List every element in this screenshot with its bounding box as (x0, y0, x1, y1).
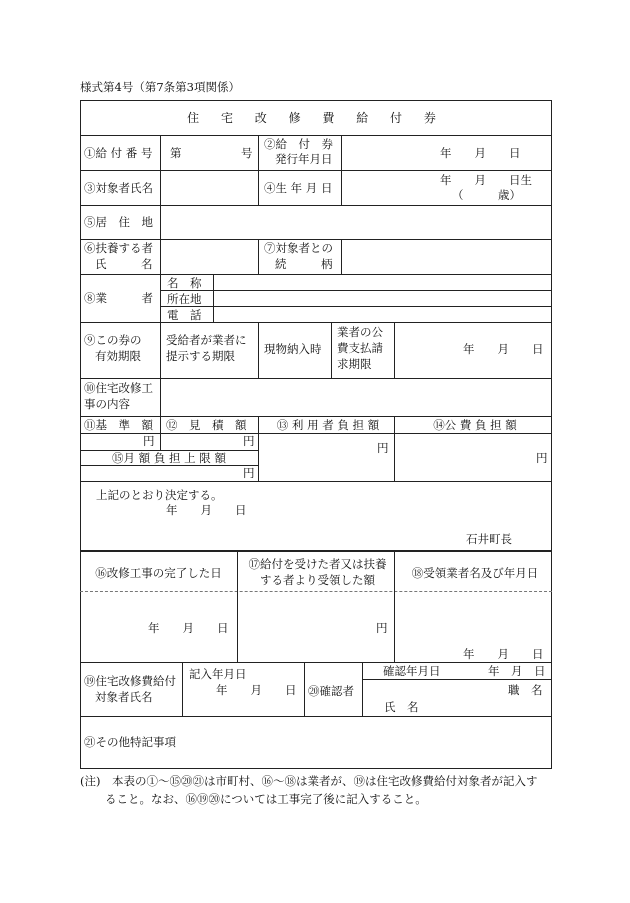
note-line-2: ること。なお、⑯⑲⑳については工事完了後に記入すること。 (105, 792, 427, 806)
line (160, 306, 552, 307)
line (258, 322, 259, 378)
supporter-label: ⑥扶養する者 (84, 241, 153, 255)
confirm-date-value: 年 月 日 (488, 664, 546, 678)
line (394, 416, 395, 481)
public-burden-yen: 円 (536, 451, 548, 465)
vendor-name-label: 名 称 (167, 276, 202, 290)
line (213, 274, 214, 322)
base-amount-label: ⑪基 準 額 (84, 418, 153, 432)
name-label: 氏 名 (384, 700, 419, 714)
work-content-label-2: 事の内容 (84, 397, 130, 411)
claim-deadline-label-2: 費支払請 (337, 341, 383, 355)
other-notes-label: ㉑その他特記事項 (84, 735, 176, 749)
note-line-1: (注) 本表の①～⑮⑳㉑は市町村、⑯～⑱は業者が、⑲は住宅改修費給付対象者が記入す (80, 774, 538, 788)
age-value: （ 歳） (452, 188, 521, 202)
line (80, 170, 552, 171)
line (80, 416, 552, 417)
vendor-date-value: 年 月 日 (463, 647, 544, 661)
line (80, 481, 552, 482)
base-amount-yen: 円 (143, 434, 155, 448)
relationship-label-2: 続 柄 (275, 257, 333, 271)
claim-deadline-label-3: 求期限 (337, 357, 372, 371)
vendor-date-label: ⑱受領業者名及び年月日 (411, 566, 539, 580)
validity-label: ⑨この券の (84, 333, 142, 347)
completion-date-value: 年 月 日 (148, 621, 229, 635)
entry-name-label-2: 対象者氏名 (95, 690, 153, 704)
line (160, 416, 161, 450)
line (80, 205, 552, 206)
present-deadline-label: 受給者が業者に (166, 333, 247, 347)
monthly-cap-yen: 円 (243, 466, 255, 480)
decision-date: 年 月 日 (166, 503, 247, 517)
line (394, 322, 395, 378)
entry-date-value: 年 月 日 (216, 683, 297, 697)
estimate-label: ⑫ 見 積 額 (166, 418, 247, 432)
line (341, 239, 342, 274)
line (331, 322, 332, 378)
form-title: 住 宅 改 修 費 給 付 券 (187, 111, 445, 125)
present-deadline-label-2: 提示する期限 (166, 349, 235, 363)
line (258, 239, 259, 274)
issue-date-label: ②給 付 券 (264, 137, 333, 151)
received-amount-label-2: する者より受領した額 (260, 573, 375, 587)
user-burden-yen: 円 (377, 441, 389, 455)
estimate-yen: 円 (243, 434, 255, 448)
line (362, 662, 363, 716)
line (80, 716, 552, 717)
claim-deadline-label: 業者の公 (337, 325, 383, 339)
residence-label: ⑤居 住 地 (84, 215, 153, 229)
mayor-label: 石井町長 (466, 532, 512, 546)
decision-text: 上記のとおり決定する。 (96, 488, 223, 502)
line (394, 550, 395, 662)
completion-date-label: ⑯改修工事の完了した日 (95, 566, 222, 580)
issue-date-value: 年 月 日 (440, 146, 521, 160)
claim-deadline-value: 年 月 日 (463, 342, 544, 356)
grant-number-label: ①給 付 番 号 (84, 146, 153, 160)
supporter-label-2: 氏 名 (95, 257, 153, 271)
delivery-label: 現物納入時 (264, 342, 322, 356)
user-burden-label: ⑬ 利 用 者 負 担 額 (276, 418, 380, 432)
line (160, 135, 161, 416)
confirmer-label: ⑳確認者 (308, 684, 354, 698)
entry-name-label: ⑲住宅改修費給付 (84, 674, 176, 688)
dashed-line (80, 591, 552, 592)
line (80, 239, 552, 240)
received-amount-label: ⑰給付を受けた者又は扶養 (248, 557, 387, 571)
vendor-phone-label: 電 話 (167, 308, 202, 322)
line (80, 662, 552, 663)
line (341, 135, 342, 205)
vendor-label: ⑧業 者 (84, 291, 153, 305)
line (362, 679, 552, 680)
validity-label-2: 有効期限 (95, 349, 141, 363)
issue-date-label-2: 発行年月日 (275, 152, 333, 166)
grant-number-go: 号 (241, 146, 253, 160)
received-amount-yen: 円 (376, 621, 388, 635)
entry-date-label: 記入年月日 (189, 667, 247, 681)
line (80, 378, 552, 379)
form-id: 様式第4号（第7条第3項関係） (80, 80, 240, 94)
grant-number-dai: 第 (170, 146, 182, 160)
line (258, 135, 259, 205)
title-label: 職 名 (508, 683, 543, 697)
confirm-date-label: 確認年月日 (383, 664, 441, 678)
line (80, 322, 552, 323)
relationship-label: ⑦対象者との (264, 241, 333, 255)
recipient-name-label: ③対象者氏名 (84, 181, 153, 195)
work-content-label: ⑩住宅改修工 (84, 381, 153, 395)
line (304, 662, 305, 716)
public-burden-label: ⑭公 費 負 担 額 (433, 418, 517, 432)
line (182, 662, 183, 716)
line (237, 550, 238, 662)
birth-date-label: ④生 年 月 日 (264, 181, 333, 195)
monthly-cap-label: ⑮月 額 負 担 上 限 額 (112, 451, 226, 465)
line (80, 135, 552, 136)
birth-date-value: 年 月 日生 (440, 173, 532, 187)
line (80, 274, 552, 275)
vendor-address-label: 所在地 (167, 292, 202, 306)
line (80, 550, 552, 552)
line (160, 290, 552, 291)
line (258, 416, 259, 481)
